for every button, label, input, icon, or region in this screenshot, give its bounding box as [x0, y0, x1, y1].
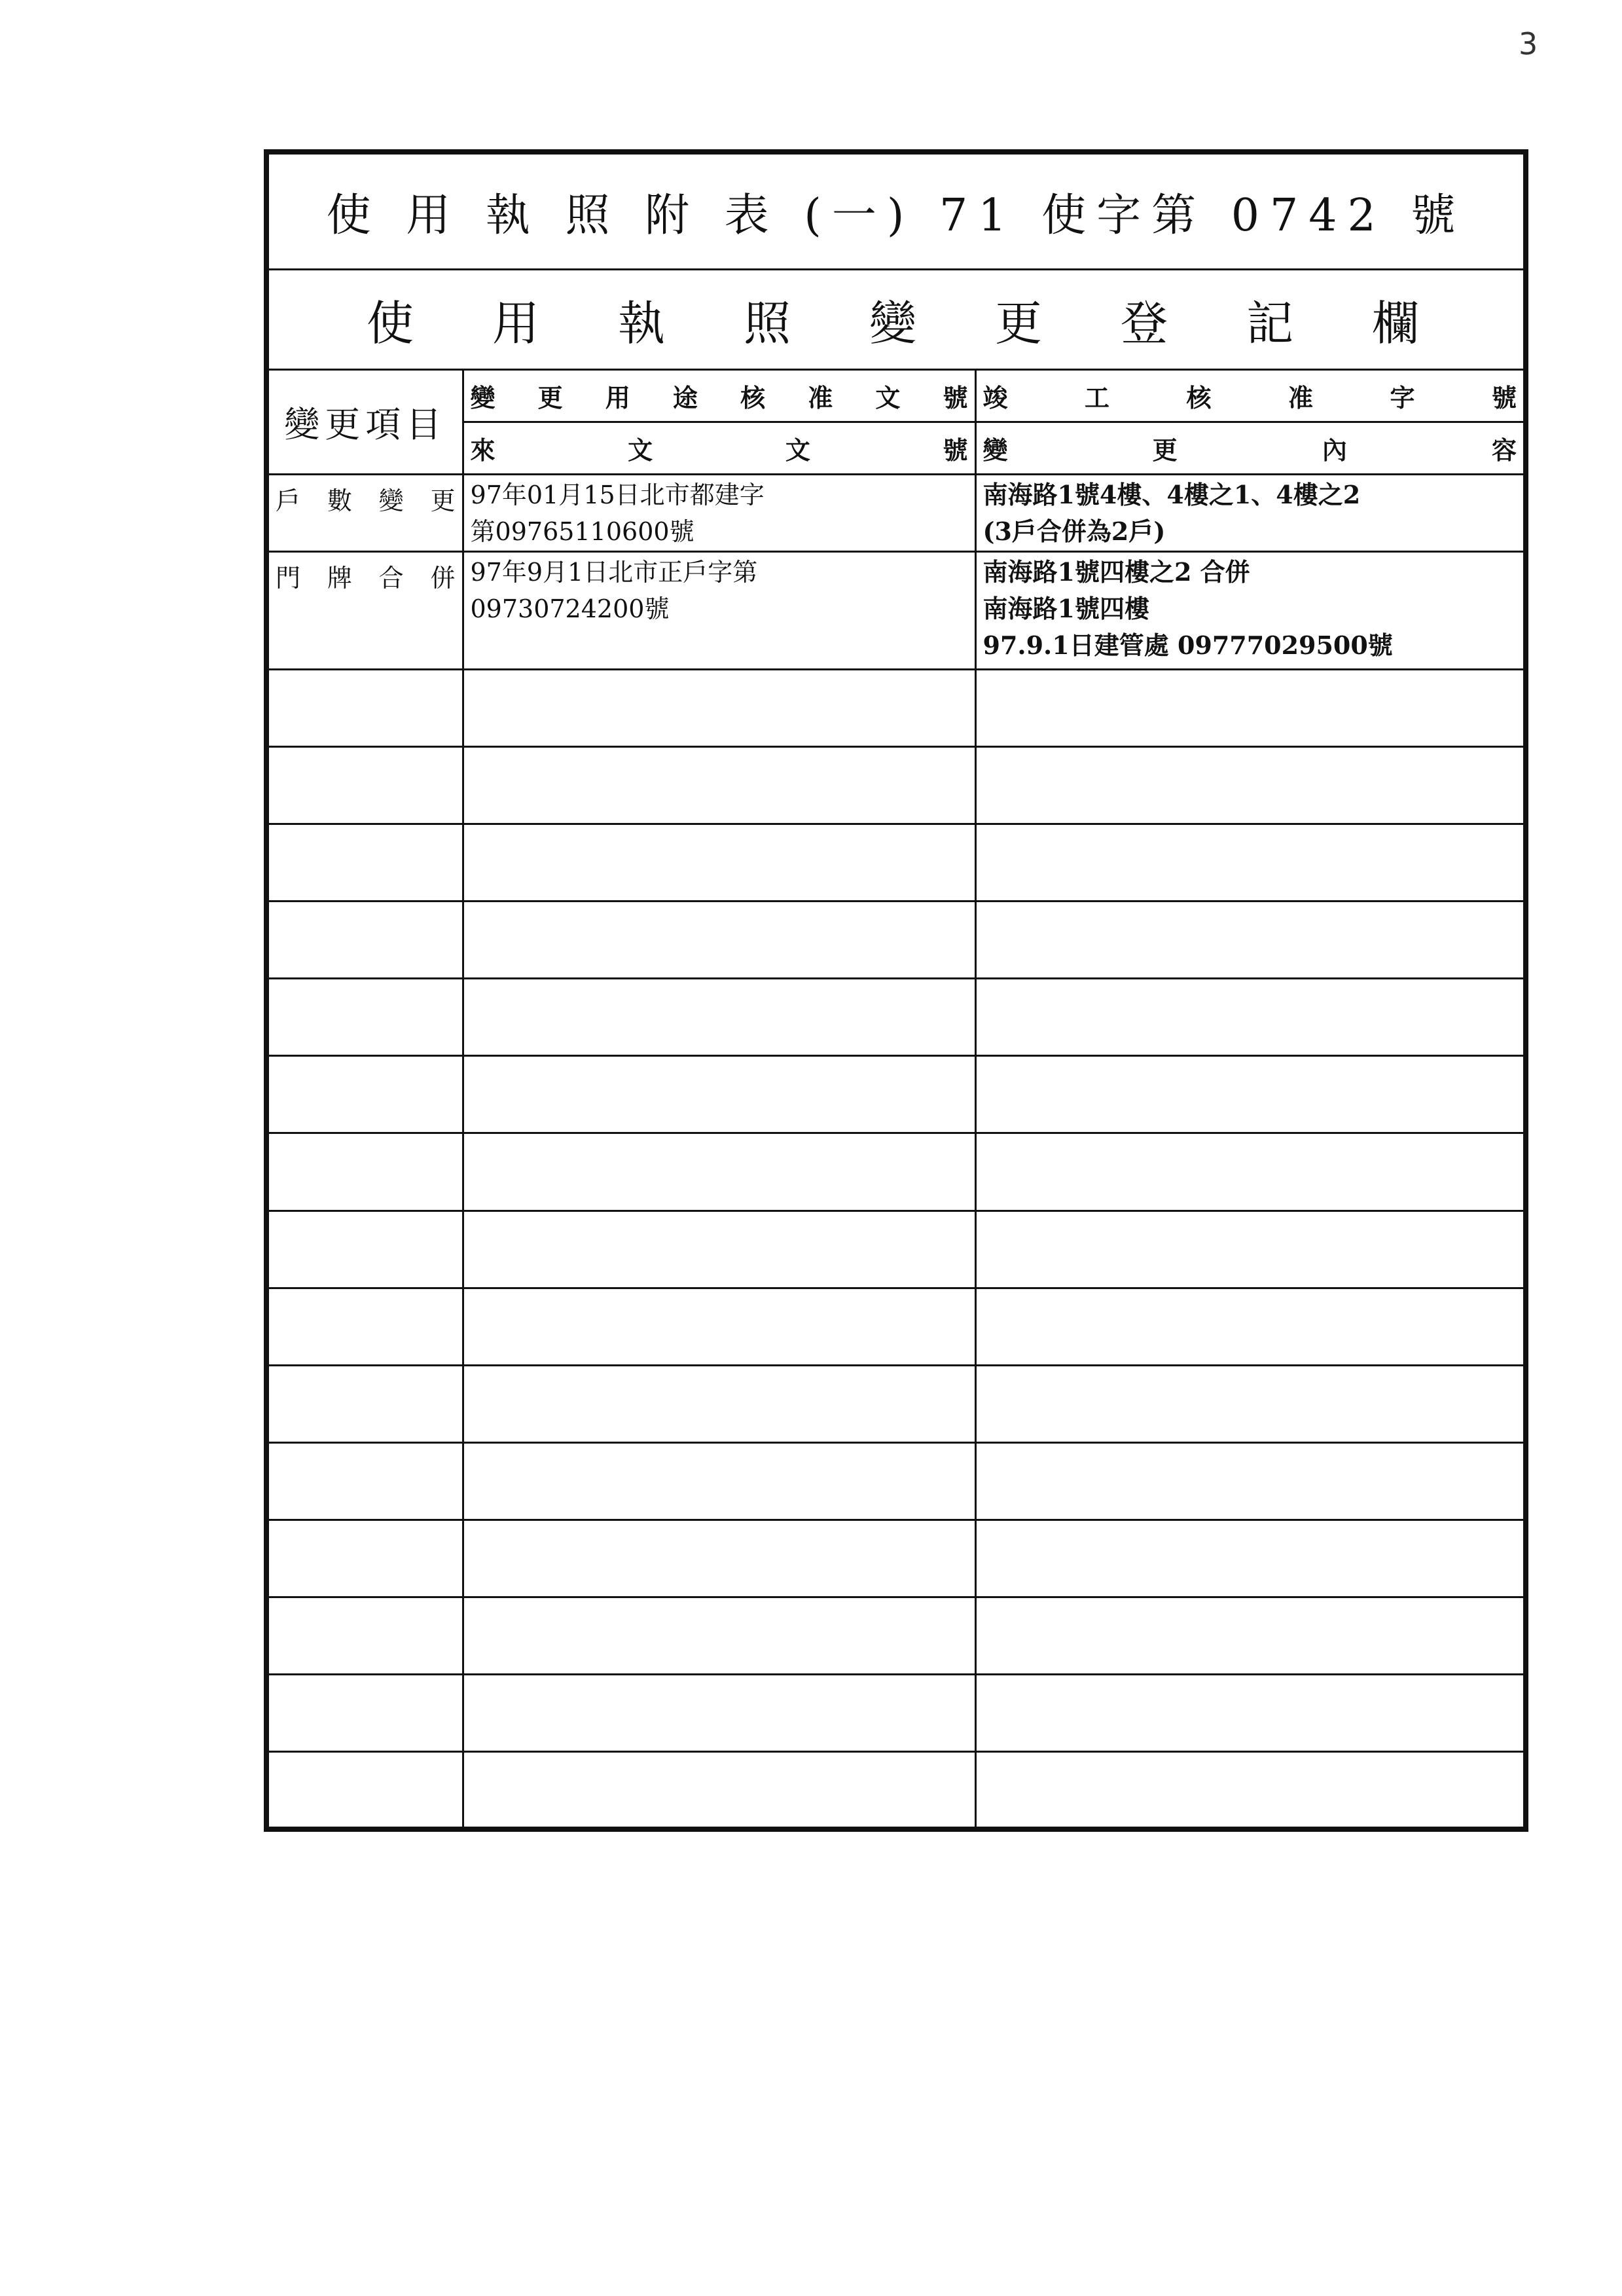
blank-content-cell: [975, 979, 1526, 1056]
blank-item-cell: [266, 1752, 463, 1829]
blank-content-cell: [975, 1752, 1526, 1829]
blank-doc-cell: [463, 1288, 975, 1365]
blank-row: [266, 669, 1526, 746]
header-change-item: 變更項目: [266, 370, 463, 475]
blank-doc-cell: [463, 1675, 975, 1752]
form-subtitle: 使用執照變更登記欄: [266, 270, 1526, 370]
blank-item-cell: [266, 1597, 463, 1675]
blank-content-cell: [975, 1056, 1526, 1133]
blank-doc-cell: [463, 1597, 975, 1675]
blank-item-cell: [266, 1056, 463, 1133]
blank-doc-cell: [463, 1056, 975, 1133]
row-doc-no: 97年01月15日北市都建字 第09765110600號: [463, 475, 975, 551]
blank-content-cell: [975, 1365, 1526, 1442]
blank-doc-cell: [463, 824, 975, 901]
blank-item-cell: [266, 746, 463, 824]
header-change-content: 變 更 內 容: [975, 422, 1526, 475]
blank-row: [266, 1675, 1526, 1752]
blank-content-cell: [975, 1520, 1526, 1597]
blank-content-cell: [975, 824, 1526, 901]
table-row: [266, 551, 1526, 669]
blank-row: [266, 902, 1526, 979]
blank-row: [266, 1056, 1526, 1133]
row-item-label: 門 牌 合 併: [266, 551, 463, 669]
blank-item-cell: [266, 902, 463, 979]
blank-doc-cell: [463, 902, 975, 979]
blank-doc-cell: [463, 669, 975, 746]
blank-row: [266, 1288, 1526, 1365]
row-item-label: 戶 數 變 更: [266, 475, 463, 551]
page-number-mark: 3: [1519, 26, 1538, 62]
blank-doc-cell: [463, 1752, 975, 1829]
blank-item-cell: [266, 979, 463, 1056]
blank-row: [266, 1133, 1526, 1211]
blank-doc-cell: [463, 1133, 975, 1211]
blank-content-cell: [975, 1442, 1526, 1520]
blank-item-cell: [266, 824, 463, 901]
blank-doc-cell: [463, 979, 975, 1056]
blank-row: [266, 1365, 1526, 1442]
blank-content-cell: [975, 1675, 1526, 1752]
blank-item-cell: [266, 1211, 463, 1288]
form-title: 使 用 執 照 附 表 (一) 71 使字第 0742 號: [266, 152, 1526, 270]
header-approval-no: 變 更 用 途 核 准 文 號: [463, 370, 975, 422]
blank-item-cell: [266, 1442, 463, 1520]
row-doc-no: 97年9月1日北市正戶字第 09730724200號: [463, 551, 975, 669]
blank-content-cell: [975, 746, 1526, 824]
blank-content-cell: [975, 1211, 1526, 1288]
blank-item-cell: [266, 1133, 463, 1211]
blank-row: [266, 979, 1526, 1056]
table-row: [266, 475, 1526, 551]
blank-doc-cell: [463, 746, 975, 824]
row-change-content: 南海路1號4樓、4樓之1、4樓之2 (3戶合併為2戶): [975, 475, 1526, 551]
blank-content-cell: [975, 1288, 1526, 1365]
header-completion-no: 竣 工 核 准 字 號: [975, 370, 1526, 422]
blank-content-cell: [975, 902, 1526, 979]
blank-item-cell: [266, 1288, 463, 1365]
blank-content-cell: [975, 669, 1526, 746]
blank-content-cell: [975, 1133, 1526, 1211]
blank-row: [266, 1211, 1526, 1288]
blank-row: [266, 1597, 1526, 1675]
blank-doc-cell: [463, 1211, 975, 1288]
usage-permit-change-table: [264, 149, 1528, 1832]
blank-row: [266, 824, 1526, 901]
blank-row: [266, 1752, 1526, 1829]
blank-doc-cell: [463, 1520, 975, 1597]
blank-doc-cell: [463, 1365, 975, 1442]
blank-item-cell: [266, 1520, 463, 1597]
blank-item-cell: [266, 1365, 463, 1442]
blank-row: [266, 746, 1526, 824]
row-change-content: 南海路1號四樓之2 合併 南海路1號四樓 97.9.1日建管處 09777029500號: [975, 551, 1526, 669]
blank-row: [266, 1442, 1526, 1520]
blank-doc-cell: [463, 1442, 975, 1520]
blank-row: [266, 1520, 1526, 1597]
blank-item-cell: [266, 1675, 463, 1752]
blank-item-cell: [266, 669, 463, 746]
blank-content-cell: [975, 1597, 1526, 1675]
header-doc-no: 來 文 文 號: [463, 422, 975, 475]
